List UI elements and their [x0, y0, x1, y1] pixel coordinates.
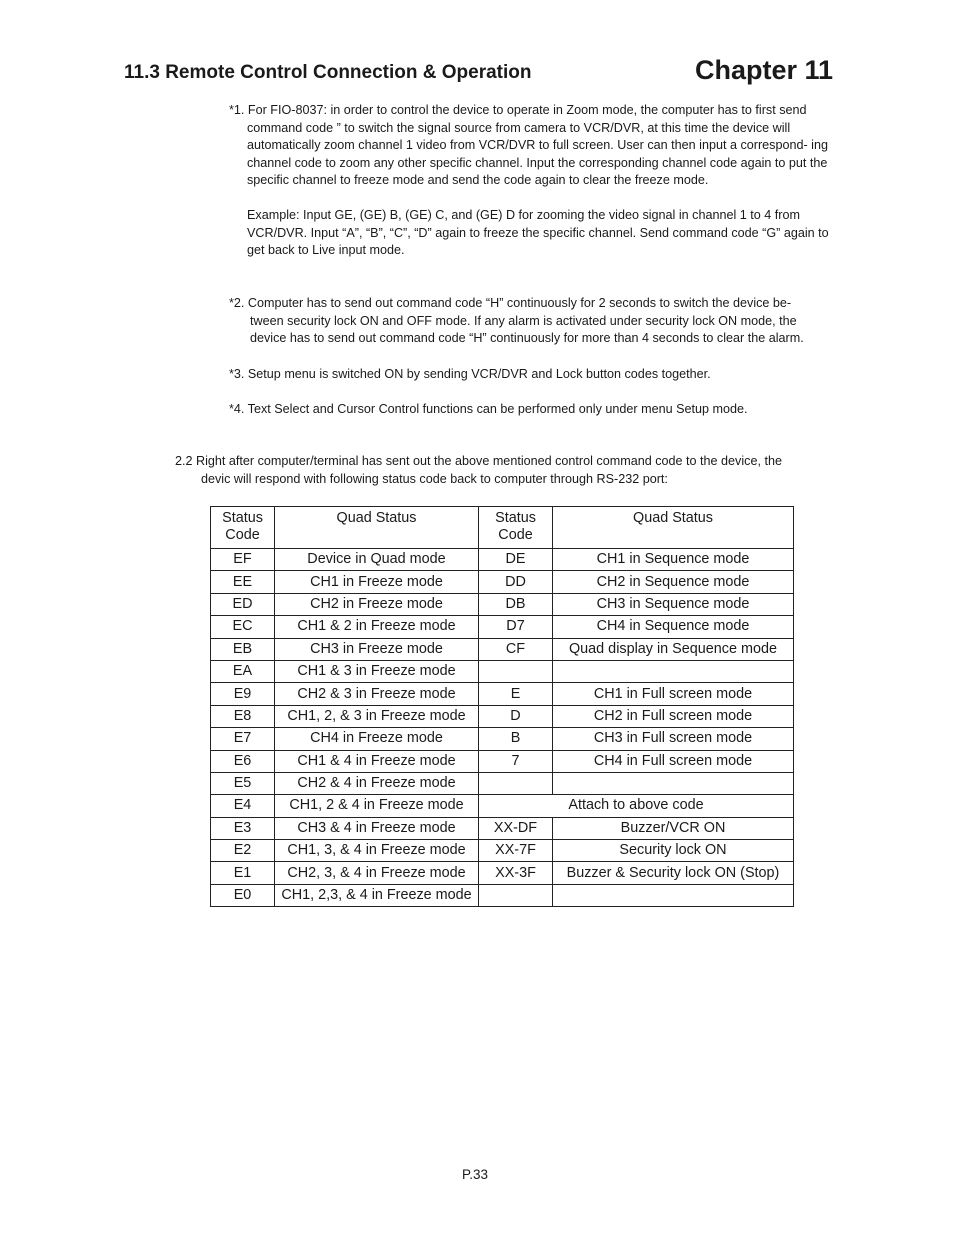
table-row: [211, 795, 794, 817]
quad-status-cell: CH2, 3, & 4 in Freeze mode: [275, 862, 479, 884]
note-1-body: command code ” to switch the signal source from camera to VCR/DVR, at this time the device will automatically zoom channel 1 video from VCR/DVR to full screen. User can then input a correspond- ing channel code to zoom any other specific channel. Input the corresponding channel code again to put the specific channel to freeze mode and send the code again to clear the freeze mode.: [247, 120, 828, 187]
note-2-lead: *2. Computer has to send out command code “H” continuously for 2 seconds to switch the device be-: [229, 296, 792, 310]
table-row: [211, 549, 794, 571]
table-row: [211, 571, 794, 593]
status-code-cell: XX-DF: [479, 817, 553, 839]
table-row: [211, 593, 794, 615]
quad-status-cell: Device in Quad mode: [275, 549, 479, 571]
status-code-cell: EB: [211, 638, 275, 660]
page-number: P.33: [462, 1167, 489, 1182]
header-status-code-a: [211, 507, 275, 549]
table-row: [211, 750, 794, 772]
quad-status-cell: CH3 in Full screen mode: [553, 728, 794, 750]
quad-status-cell: CH2 in Full screen mode: [553, 705, 794, 727]
note-1-lead: *1. For FIO-8037: in order to control the device to operate in Zoom mode, the computer has to first send: [229, 103, 807, 117]
quad-status-cell: CH2 in Sequence mode: [553, 571, 794, 593]
note-2: [229, 295, 829, 348]
quad-status-cell: Security lock ON: [553, 840, 794, 862]
status-code-cell: E6: [211, 750, 275, 772]
status-code-cell: EA: [211, 660, 275, 682]
status-code-cell: E7: [211, 728, 275, 750]
quad-status-cell: CH3 in Freeze mode: [275, 638, 479, 660]
quad-status-cell: CH2 & 4 in Freeze mode: [275, 772, 479, 794]
quad-status-cell: CH1, 2 & 4 in Freeze mode: [275, 795, 479, 817]
note-4: *4. Text Select and Cursor Control functions can be performed only under menu Setup mode.: [229, 402, 748, 416]
table-row: [211, 772, 794, 794]
quad-status-cell: CH1 in Full screen mode: [553, 683, 794, 705]
status-code-cell: E: [479, 683, 553, 705]
status-code-cell: B: [479, 728, 553, 750]
header-text: Status: [222, 510, 263, 526]
quad-status-cell: CH3 in Sequence mode: [553, 593, 794, 615]
table-row: [211, 616, 794, 638]
note-2-body: tween security lock ON and OFF mode. If any alarm is activated under security lock ON mode, the device has to send out command code “H” continuously for more than 4 seconds to clear the alarm.: [250, 313, 804, 345]
status-code-cell: DE: [479, 549, 553, 571]
note-1-example: Example: Input GE, (GE) B, (GE) C, and (GE) D for zooming the video signal in channel 1 to 4 from VCR/DVR. Input “A”, “B”, “C”, “D” again to freeze the specific channel. Send command code “G” again to get back to Live input mode.: [247, 208, 829, 257]
quad-status-cell: CH1 & 2 in Freeze mode: [275, 616, 479, 638]
status-code-cell: DB: [479, 593, 553, 615]
status-code-cell: E2: [211, 840, 275, 862]
quad-status-cell: CH1, 2,3, & 4 in Freeze mode: [275, 884, 479, 906]
status-code-cell: CF: [479, 638, 553, 660]
status-code-cell: XX-7F: [479, 840, 553, 862]
header-text: Code: [498, 527, 533, 543]
header-status-code-b: [479, 507, 553, 549]
status-code-cell: E0: [211, 884, 275, 906]
status-code-cell: EF: [211, 549, 275, 571]
quad-status-cell: Quad display in Sequence mode: [553, 638, 794, 660]
table-row: [211, 683, 794, 705]
quad-status-cell: [553, 772, 794, 794]
status-code-cell: EC: [211, 616, 275, 638]
status-code-cell: D: [479, 705, 553, 727]
quad-status-cell: CH4 in Freeze mode: [275, 728, 479, 750]
quad-status-cell: CH1 & 4 in Freeze mode: [275, 750, 479, 772]
attach-note-cell: Attach to above code: [479, 795, 794, 817]
status-code-cell: ED: [211, 593, 275, 615]
table-row: [211, 817, 794, 839]
table-row: [211, 884, 794, 906]
quad-status-cell: CH1, 2, & 3 in Freeze mode: [275, 705, 479, 727]
status-code-cell: XX-3F: [479, 862, 553, 884]
header-quad-status-a: Quad Status: [275, 507, 479, 549]
chapter-title: Chapter 11: [695, 55, 834, 85]
status-code-cell: [479, 660, 553, 682]
quad-status-cell: CH2 in Freeze mode: [275, 593, 479, 615]
status-code-cell: EE: [211, 571, 275, 593]
table-row: [211, 660, 794, 682]
status-code-cell: E9: [211, 683, 275, 705]
note-3: *3. Setup menu is switched ON by sending VCR/DVR and Lock button codes together.: [229, 367, 711, 381]
quad-status-cell: CH1 in Sequence mode: [553, 549, 794, 571]
status-code-cell: E4: [211, 795, 275, 817]
table-row: [211, 705, 794, 727]
quad-status-cell: CH1 in Freeze mode: [275, 571, 479, 593]
status-code-cell: D7: [479, 616, 553, 638]
status-code-cell: [479, 884, 553, 906]
table-row: [211, 638, 794, 660]
quad-status-cell: [553, 884, 794, 906]
status-intro-lead: 2.2 Right after computer/terminal has sent out the above mentioned control command code to the device, the: [175, 454, 782, 468]
quad-status-cell: Buzzer & Security lock ON (Stop): [553, 862, 794, 884]
header-text: Status: [495, 510, 536, 526]
status-code-table: [210, 506, 794, 907]
status-code-cell: E1: [211, 862, 275, 884]
header-text: Code: [225, 527, 260, 543]
status-intro: [175, 453, 835, 488]
status-code-cell: [479, 772, 553, 794]
table-row: [211, 840, 794, 862]
table-row: [211, 728, 794, 750]
quad-status-cell: [553, 660, 794, 682]
status-code-cell: DD: [479, 571, 553, 593]
status-code-cell: E8: [211, 705, 275, 727]
header-quad-status-b: Quad Status: [553, 507, 794, 549]
status-code-cell: E5: [211, 772, 275, 794]
section-title: 11.3 Remote Control Connection & Operation: [124, 62, 532, 83]
status-code-cell: E3: [211, 817, 275, 839]
quad-status-cell: CH3 & 4 in Freeze mode: [275, 817, 479, 839]
table-header-row: [211, 507, 794, 549]
quad-status-cell: Buzzer/VCR ON: [553, 817, 794, 839]
table-row: [211, 862, 794, 884]
quad-status-cell: CH1 & 3 in Freeze mode: [275, 660, 479, 682]
note-1: [229, 102, 829, 260]
quad-status-cell: CH1, 3, & 4 in Freeze mode: [275, 840, 479, 862]
quad-status-cell: CH4 in Sequence mode: [553, 616, 794, 638]
quad-status-cell: CH2 & 3 in Freeze mode: [275, 683, 479, 705]
quad-status-cell: CH4 in Full screen mode: [553, 750, 794, 772]
status-intro-body: devic will respond with following status code back to computer through RS-232 port:: [201, 471, 668, 486]
status-code-cell: 7: [479, 750, 553, 772]
